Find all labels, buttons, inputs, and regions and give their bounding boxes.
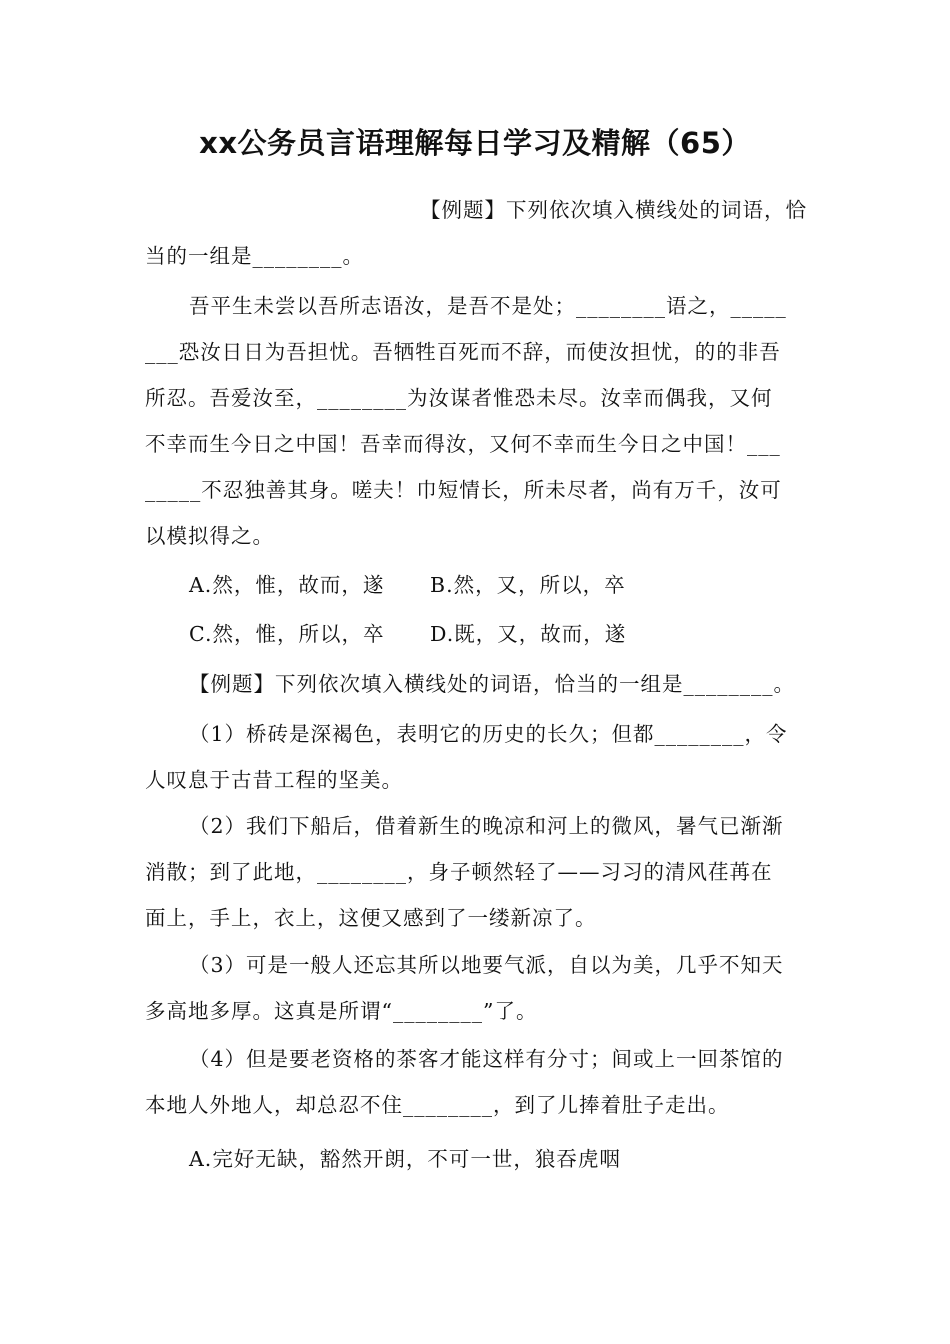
passage-line: 吾平生未尝以吾所志语汝，是吾不是处；________语之，_____ — [189, 294, 787, 318]
document-title: xx公务员言语理解每日学习及精解（65） — [199, 126, 751, 160]
passage-line: 不幸而生今日之中国！吾幸而得汝，又何不幸而生今日之中国！___ — [145, 432, 781, 456]
q1-option-b: B.然，又，所以，卒 — [430, 573, 626, 597]
passage-line: _____不忍独善其身。嗟夫！巾短情长，所未尽者，尚有万千，汝可 — [145, 478, 782, 502]
passage-line: ___恐汝日日为吾担忧。吾牺牲百死而不辞，而使汝担忧，的的非吾 — [145, 340, 781, 364]
q2-sentence-2 — [145, 803, 807, 941]
q2-sentence-3 — [145, 942, 807, 1034]
passage-line: 所忍。吾爱汝至，________为汝谋者惟恐未尽。汝幸而偶我，又何 — [145, 386, 773, 410]
passage-line: 以模拟得之。 — [145, 524, 274, 548]
q1-option-a: A.然，惟，故而，遂 — [189, 573, 385, 597]
q1-option-c: C.然，惟，所以，卒 — [189, 622, 385, 646]
q2-sentence-4 — [145, 1036, 807, 1128]
sentence-line: （4）但是要老资格的茶客才能这样有分寸；间或上一回茶馆的 — [189, 1047, 784, 1071]
q1-passage — [145, 283, 807, 559]
sentence-line: 人叹息于古昔工程的坚美。 — [145, 768, 403, 792]
q1-stem-line-1: 【例题】下列依次填入横线处的词语，恰 — [420, 198, 807, 222]
q2-stem: 【例题】下列依次填入横线处的词语，恰当的一组是________。 — [189, 672, 795, 696]
q1-stem-line-2: 当的一组是________。 — [145, 244, 364, 268]
sentence-line: 本地人外地人，却总忍不住________，到了儿捧着肚子走出。 — [145, 1093, 730, 1117]
sentence-line: （2）我们下船后，借着新生的晚凉和河上的微风，暑气已渐渐 — [189, 814, 784, 838]
q2-sentence-1 — [145, 711, 807, 803]
q2-option-a: A.完好无缺，豁然开朗，不可一世，狼吞虎咽 — [189, 1147, 621, 1171]
q1-option-d: D.既，又，故而，遂 — [430, 622, 627, 646]
sentence-line: （3）可是一般人还忘其所以地要气派，自以为美，几乎不知天 — [189, 953, 784, 977]
sentence-line: 面上，手上，衣上，这便又感到了一缕新凉了。 — [145, 906, 597, 930]
sentence-line: 多高地多厚。这真是所谓“________”了。 — [145, 999, 538, 1023]
sentence-line: 消散；到了此地，________，身子顿然轻了——习习的清风荏苒在 — [145, 860, 773, 884]
sentence-line: （1）桥砖是深褐色，表明它的历史的长久；但都________，令 — [189, 722, 788, 746]
